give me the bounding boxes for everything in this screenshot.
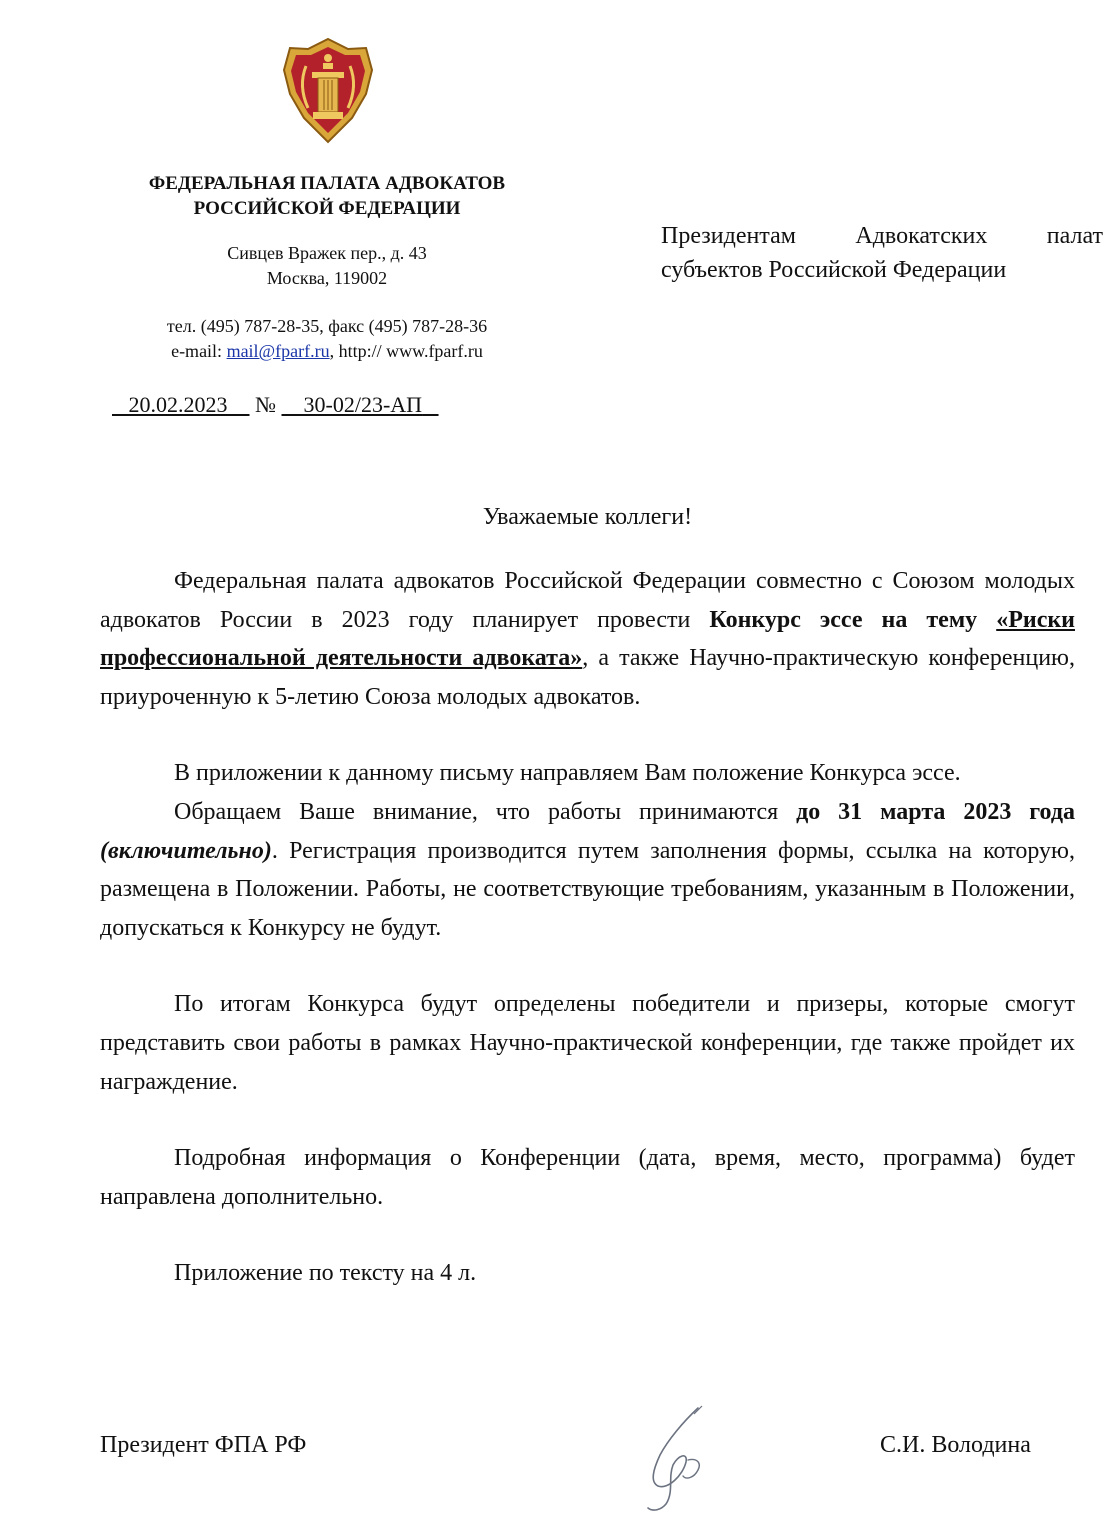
web-address: , http:// www.fparf.ru [329, 341, 483, 361]
organization-contacts [100, 314, 554, 364]
organization-address [100, 241, 554, 291]
addressee-word2: Адвокатских [855, 223, 988, 249]
paragraph-5: Подробная информация о Конференции (дата, время, место, программа) будет направлена дополнительно. [100, 1145, 1075, 1210]
address-line1: Сивцев Вражек пер., д. 43 [227, 243, 427, 263]
address-line2: Москва, 119002 [266, 268, 388, 288]
document-number: 30-02/23-АП [303, 392, 423, 417]
email-label: e-mail: [171, 341, 227, 361]
email-link[interactable]: mail@fparf.ru [226, 341, 330, 361]
organization-name [100, 171, 554, 221]
paragraph-6: Приложение по тексту на 4 л. [174, 1260, 477, 1287]
addressee-word3: палат [1046, 223, 1103, 249]
contest-theme: «Риски профессиональной деятельности адвоката» [100, 606, 1075, 672]
registration-line [112, 392, 439, 418]
contest-title: Конкурс эссе на тему [709, 606, 997, 633]
fpa-emblem-logo [280, 36, 376, 146]
handwritten-signature [628, 1400, 728, 1515]
signatory-name: С.И. Володина [880, 1432, 1031, 1458]
addressee [661, 219, 1103, 287]
signatory-title: Президент ФПА РФ [100, 1432, 307, 1458]
org-name-line1: ФЕДЕРАЛЬНАЯ ПАЛАТА АДВОКАТОВ [148, 173, 506, 194]
org-name-line2: РОССИЙСКОЙ ФЕДЕРАЦИИ [193, 198, 461, 219]
paragraph-2: В приложении к данному письму направляем Вам положение Конкурса эссе. [174, 760, 961, 787]
email-web-line [100, 339, 554, 364]
letter-body [100, 562, 1075, 1293]
greeting: Уважаемые коллеги! [482, 504, 693, 530]
paragraph-3: Обращаем Ваше внимание, что работы принимаются до 31 марта 2023 года (включительно). Регистрация производится путем заполнения формы, ссылка на которую, размещена в Положении. Работы, не соответствующие требованиям, указанным в Положении, допускаться к Конкурсу не будут. [100, 798, 1076, 941]
paragraph-4: По итогам Конкурса будут определены победители и призеры, которые смогут представить свои работы в рамках Научно-практической конференции, где также пройдет их награждение. [100, 991, 1075, 1095]
paragraph-1: Федеральная палата адвокатов Российской Федерации совместно с Союзом молодых адвокатов России в 2023 году планирует провести Конкурс эссе на тему «Риски профессиональной деятельности адвоката», а также Научно-практическую конференцию, приуроченную к 5-летию Союза молодых адвокатов. [100, 568, 1075, 710]
addressee-word1: Президентам [661, 223, 796, 249]
number-sign: № [255, 392, 276, 417]
deadline-inclusive: (включительно) [100, 837, 272, 864]
phone-line: тел. (495) 787-28-35, факс (495) 787-28-36 [166, 316, 488, 336]
addressee-line2: субъектов Российской Федерации [661, 257, 1007, 283]
deadline: до 31 марта 2023 года [796, 798, 1076, 825]
document-date: 20.02.2023 [128, 392, 228, 417]
